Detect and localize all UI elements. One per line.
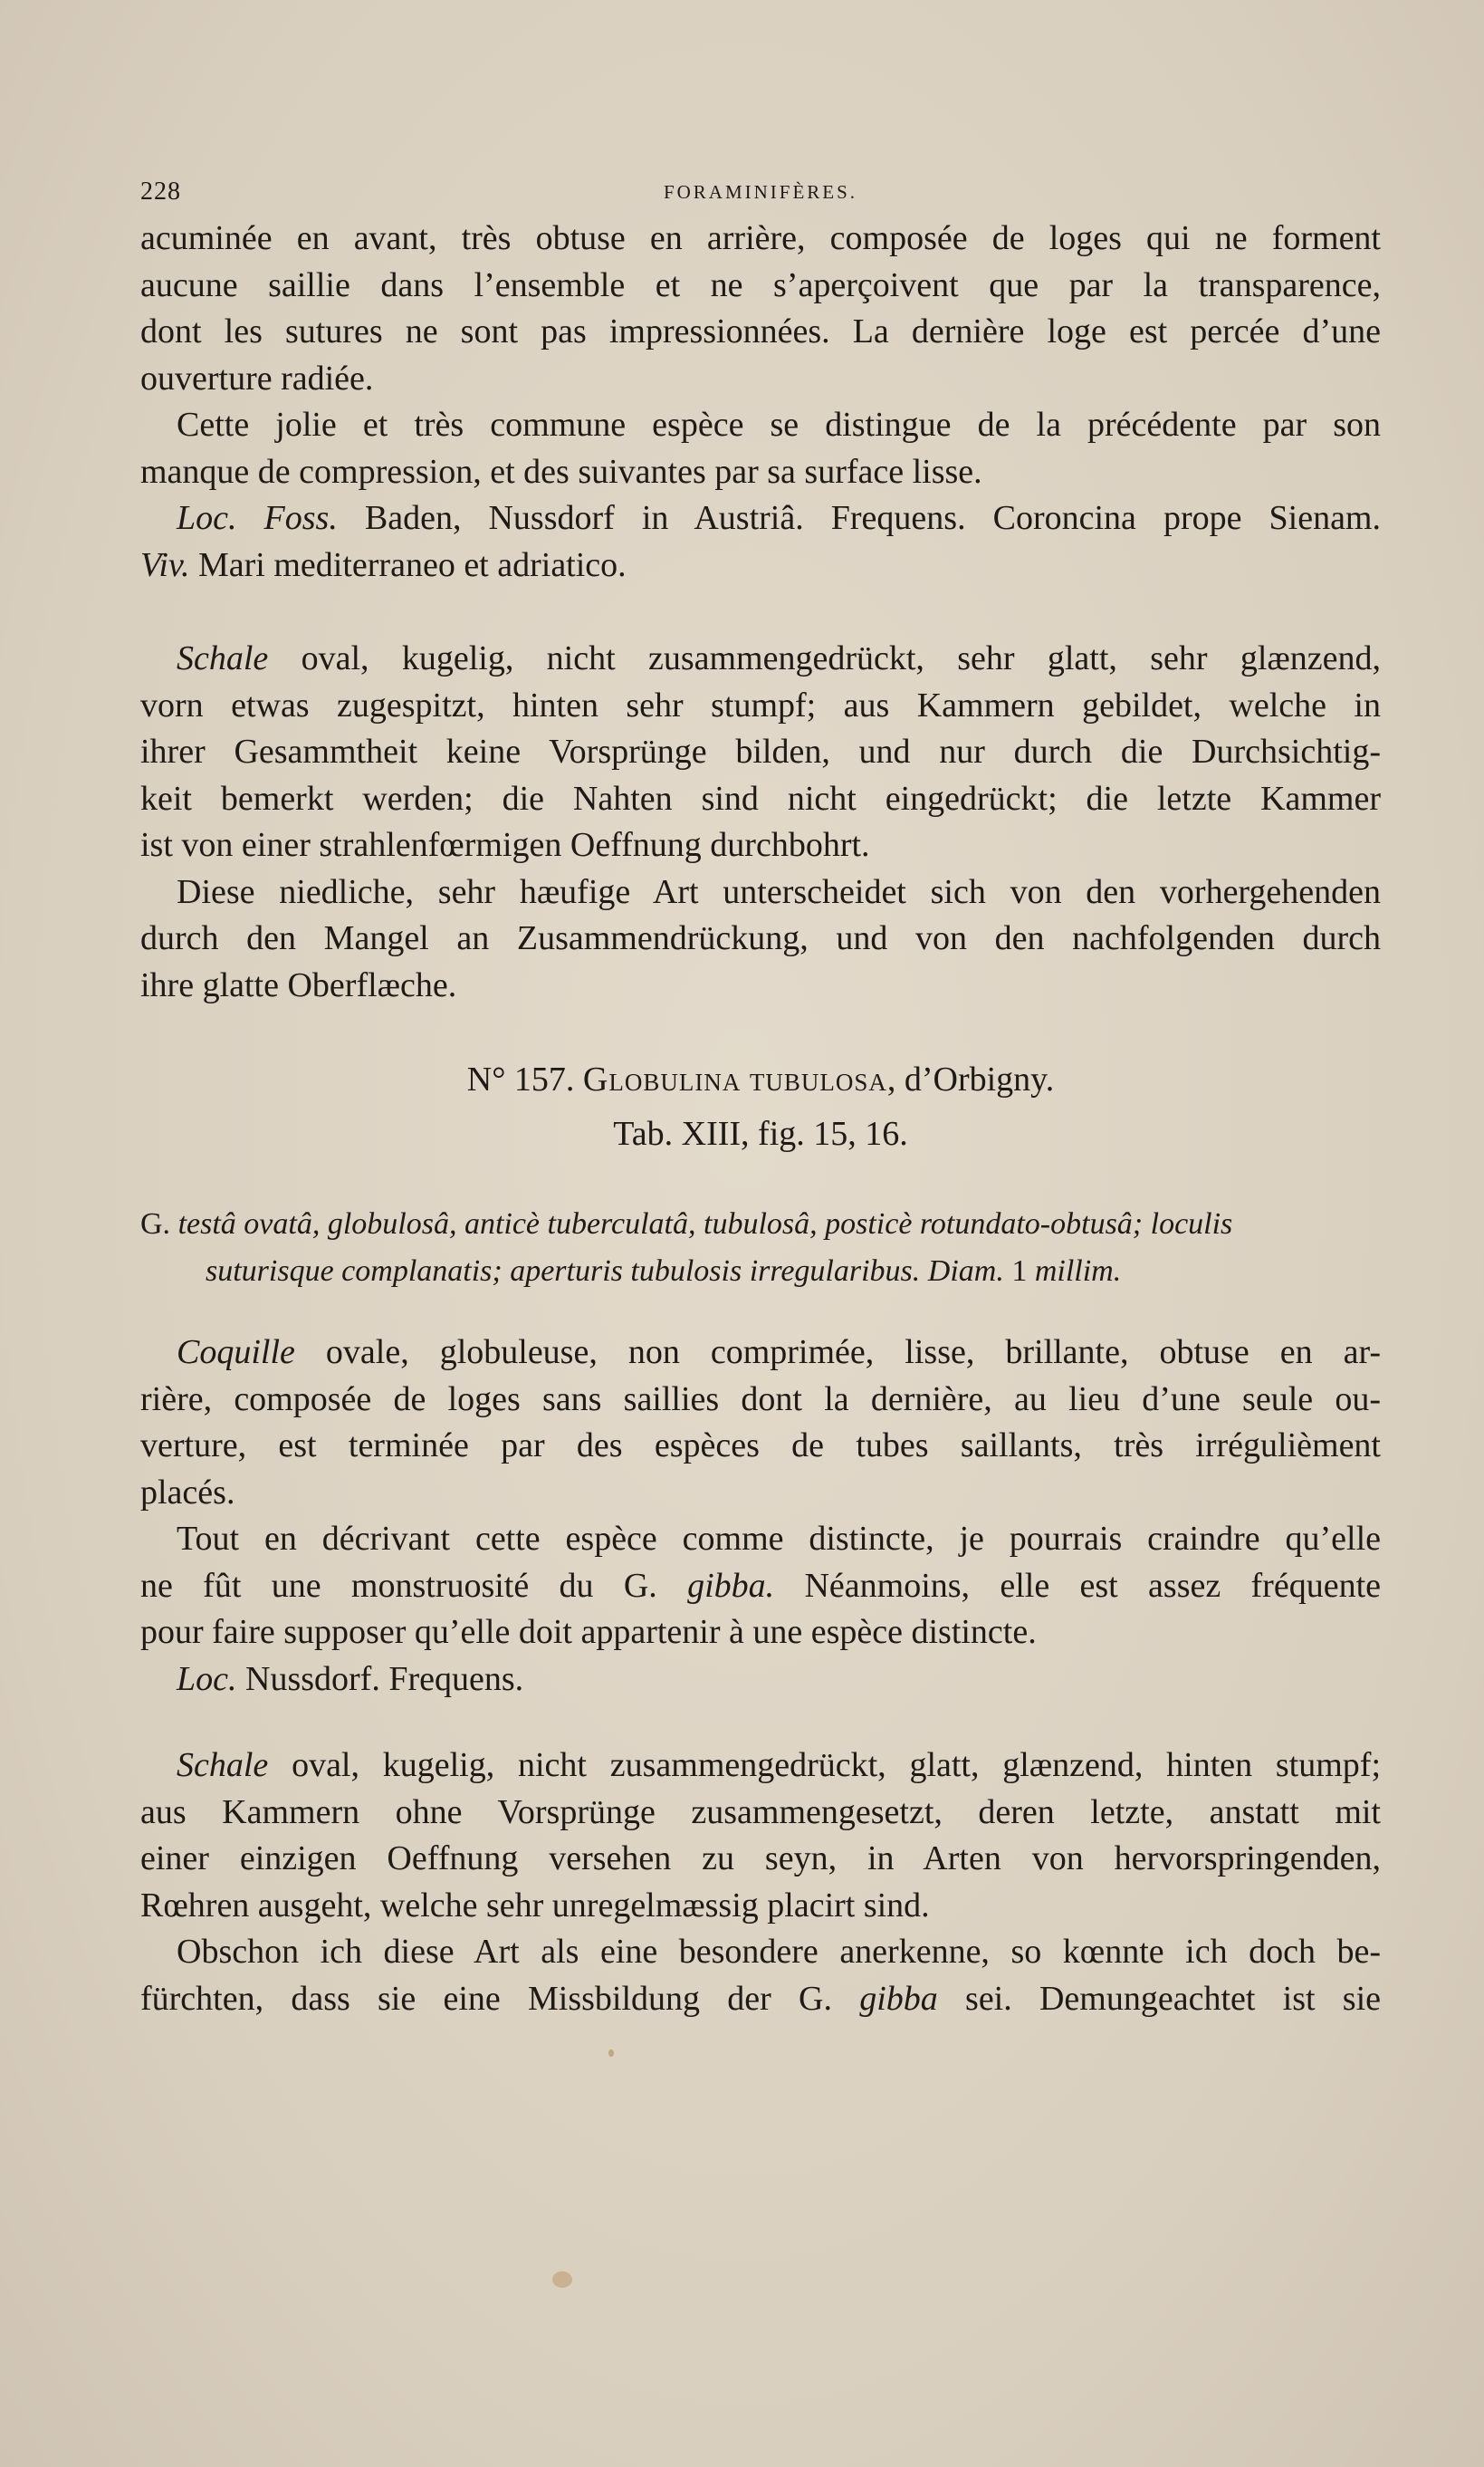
vivant-text: Mari mediterraneo et adriatico.: [198, 545, 627, 584]
latin-line: [140, 1201, 1381, 1248]
text-span: oval, kugelig, nicht zusammengedrückt, sehr glatt, sehr glænzend,: [301, 639, 1382, 677]
text-line: [140, 1742, 1381, 1790]
species-epithet: tubulosa: [749, 1061, 887, 1099]
text-span: testâ ovatâ, globulosâ, anticè tuberculatâ, tubulosâ, posticè rotundato-obtusâ; loculis: [177, 1207, 1233, 1241]
running-head: FORAMINIFÈRES.: [663, 181, 858, 203]
species-ref: gibba.: [687, 1566, 775, 1605]
species-author: , d’Orbigny.: [886, 1061, 1055, 1099]
text-line: [140, 1976, 1381, 2023]
text-line: aus Kammern ohne Vorsprünge zusammengesetzt, deren letzte, anstatt mit: [140, 1792, 1381, 1831]
genus-abbrev: G.: [140, 1207, 171, 1241]
vivant-label: Viv.: [140, 545, 190, 584]
paper-stain: [608, 2049, 614, 2057]
text-line: rière, composée de loges sans saillies dont la dernière, au lieu d’une seule ou-: [140, 1379, 1381, 1418]
text-line: ihre glatte Oberflæche.: [140, 965, 457, 1004]
lead-word: Coquille: [177, 1333, 295, 1371]
text-span: suturisque complanatis; aperturis tubulosis irregularibus. Diam.: [206, 1253, 1004, 1288]
species-heading: [140, 1052, 1381, 1161]
text-span: ovale, globuleuse, non comprimée, lisse, brillante, obtuse en ar-: [325, 1333, 1381, 1371]
species-ref: gibba: [859, 1979, 938, 2018]
text-line: ihrer Gesammtheit keine Vorsprünge bilden, und nur durch die Durchsichtig-: [140, 733, 1381, 771]
text-span: fürchten, dass sie eine Missbildung der G.: [140, 1979, 832, 2018]
text-span: sei. Demungeachtet ist sie: [965, 1979, 1382, 2018]
text-span: millim.: [1034, 1253, 1122, 1288]
species-title: [140, 1052, 1381, 1107]
text-line: [140, 1563, 1381, 1610]
text-line: Diese niedliche, sehr hæufige Art unterscheidet sich von den vorhergehenden: [177, 872, 1381, 911]
text-line: aucune saillie dans l’ensemble et ne s’aperçoivent que par la transparence,: [140, 265, 1381, 304]
text-span: oval, kugelig, nicht zusammengedrückt, glatt, glænzend, hinten stumpf;: [292, 1746, 1381, 1784]
text-line: [140, 1329, 1381, 1377]
text-span: ne fût une monstruosité du G.: [140, 1566, 657, 1605]
locality-line: [140, 495, 1381, 542]
french-description: [140, 1329, 1381, 1703]
text-line: durch den Mangel an Zusammendrückung, und von den nachfolgenden durch: [140, 919, 1381, 957]
text-line: placés.: [140, 1473, 235, 1512]
german-description: [140, 636, 1381, 1009]
page-number: 228: [140, 178, 181, 206]
species-number: N° 157.: [466, 1061, 575, 1099]
text-line: ouverture radiée.: [140, 359, 374, 398]
text-line: [140, 636, 1381, 683]
latin-line: [140, 1248, 1381, 1295]
genus-name: Globulina: [582, 1061, 742, 1099]
diameter-value: 1: [1011, 1253, 1028, 1288]
plate-reference: Tab. XIII, fig. 15, 16.: [613, 1115, 908, 1153]
text-line: ist von einer strahlenfœrmigen Oeffnung durchbohrt.: [140, 826, 870, 864]
paper-stain: [552, 2271, 572, 2288]
text-line: verture, est terminée par des espèces de tubes saillants, très irrégulièment: [140, 1426, 1381, 1464]
text-line: Rœhren ausgeht, welche sehr unregelmæssig placirt sind.: [140, 1886, 930, 1925]
text-line: Cette jolie et très commune espèce se distingue de la précédente par son: [177, 406, 1381, 444]
german-description-157: [140, 1742, 1381, 2022]
locality-text: Baden, Nussdorf in Austriâ. Frequens. Coroncina prope Sienam.: [364, 499, 1381, 537]
text-line: manque de compression, et des suivantes par sa surface lisse.: [140, 452, 982, 491]
latin-diagnosis: [140, 1201, 1381, 1294]
text-span: Néanmoins, elle est assez fréquente: [804, 1566, 1381, 1605]
text-line: keit bemerkt werden; die Nahten sind nicht eingedrückt; die letzte Kammer: [140, 779, 1381, 818]
text-line: acuminée en avant, très obtuse en arrière, composée de loges qui ne forment: [140, 219, 1381, 257]
page-header: [140, 178, 1381, 210]
text-line: pour faire supposer qu’elle doit appartenir à une espèce distincte.: [140, 1613, 1037, 1651]
text-line: einer einzigen Oeffnung versehen zu seyn, in Arten von hervorspringenden,: [140, 1839, 1381, 1877]
lead-word: Schale: [177, 1746, 269, 1784]
french-description-continued: [140, 216, 1381, 589]
text-line: vorn etwas zugespitzt, hinten sehr stumpf; aus Kammern gebildet, welche in: [140, 686, 1381, 725]
vivant-line: [140, 542, 1381, 590]
locality-line: [140, 1656, 1381, 1704]
locality-label: Loc. Foss.: [177, 499, 338, 537]
text-line: dont les sutures ne sont pas impressionnées. La dernière loge est percée d’une: [140, 312, 1381, 350]
locality-text: Nussdorf. Frequens.: [245, 1659, 524, 1698]
locality-label: Loc.: [177, 1659, 237, 1698]
lead-word: Schale: [177, 639, 269, 677]
text-line: Tout en décrivant cette espèce comme distincte, je pourrais craindre qu’elle: [177, 1520, 1381, 1558]
text-line: Obschon ich diese Art als eine besondere anerkenne, so kœnnte ich doch be-: [177, 1933, 1381, 1971]
